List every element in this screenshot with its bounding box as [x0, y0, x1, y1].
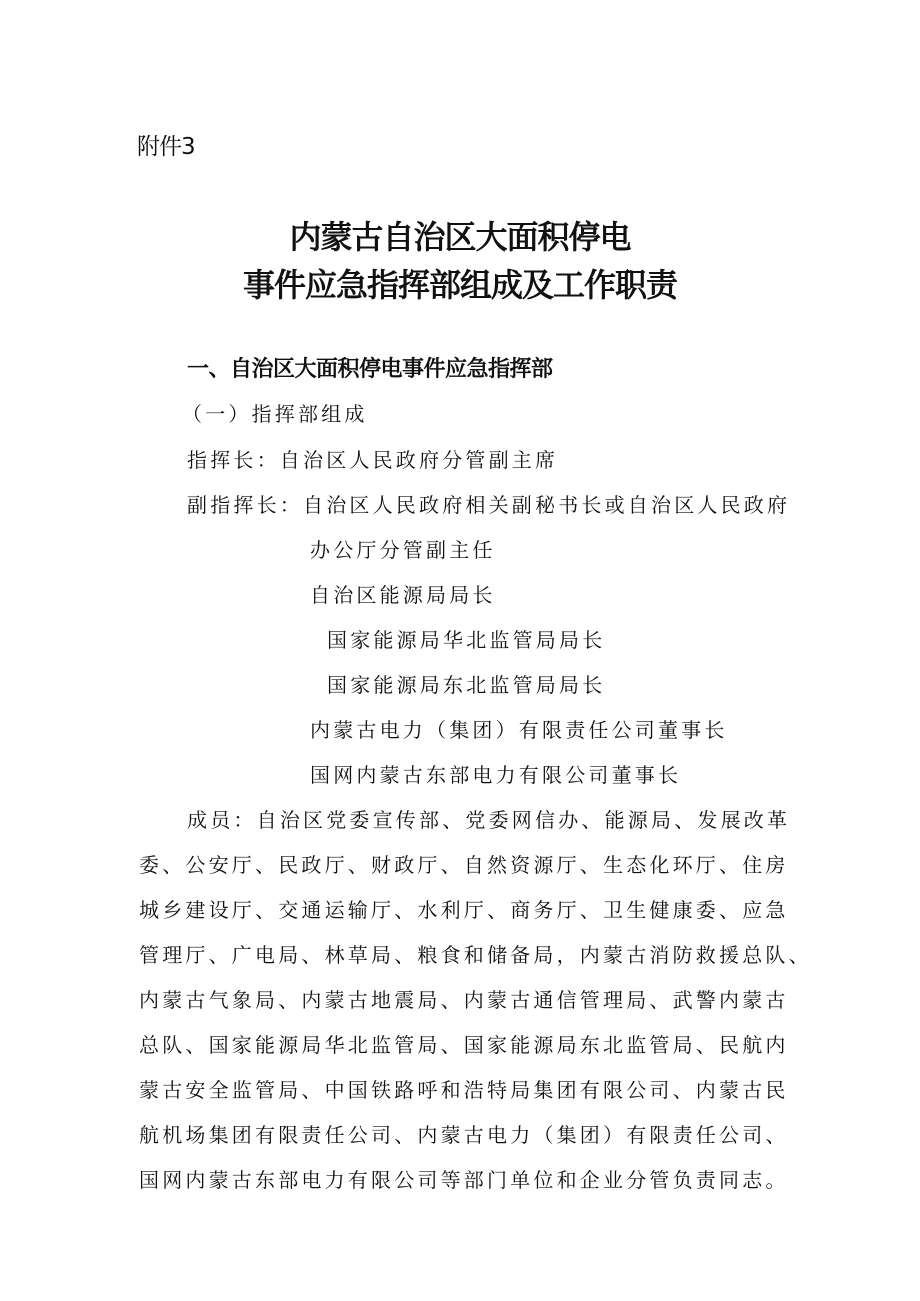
members-line: 国网内蒙古东部电力有限公司等部门单位和企业分管负责同志。: [139, 1168, 789, 1192]
document-title-line-2: 事件应急指挥部组成及工作职责: [242, 266, 677, 304]
members-line: 内蒙古气象局、内蒙古地震局、内蒙古通信管理局、武警内蒙古: [139, 988, 789, 1012]
deputy-item: 国网内蒙古东部电力有限公司董事长: [310, 763, 682, 787]
deputy-item: 办公厅分管副主任: [310, 538, 496, 562]
commander-line: 指挥长：自治区人民政府分管副主席: [187, 448, 559, 472]
members-line: 委、公安厅、民政厅、财政厅、自然资源厅、生态化环厅、住房: [139, 853, 789, 877]
deputy-item: 国家能源局东北监管局局长: [327, 673, 606, 697]
members-line: 航机场集团有限责任公司、内蒙古电力（集团）有限责任公司、: [139, 1123, 789, 1147]
section-heading: 一、自治区大面积停电事件应急指挥部: [187, 357, 553, 382]
members-line: 总队、国家能源局华北监管局、国家能源局东北监管局、民航内: [139, 1033, 789, 1057]
deputy-item: 内蒙古电力（集团）有限责任公司董事长: [310, 718, 728, 742]
members-line: 城乡建设厅、交通运输厅、水利厅、商务厅、卫生健康委、应急: [139, 898, 789, 922]
members-line: 管理厅、广电局、林草局、粮食和储备局，内蒙古消防救援总队、: [139, 943, 812, 967]
deputy-commander-line: 副指挥长：自治区人民政府相关副秘书长或自治区人民政府: [187, 493, 791, 517]
members-line: 蒙古安全监管局、中国铁路呼和浩特局集团有限公司、内蒙古民: [139, 1078, 789, 1102]
document-title-line-1: 内蒙古自治区大面积停电: [289, 218, 631, 256]
subsection-heading: （一）指挥部组成: [182, 402, 368, 426]
deputy-item: 自治区能源局局长: [310, 583, 496, 607]
deputy-item: 国家能源局华北监管局局长: [327, 628, 606, 652]
annex-label: 附件3: [137, 134, 195, 160]
members-line: 成员：自治区党委宣传部、党委网信办、能源局、发展改革: [187, 808, 791, 832]
